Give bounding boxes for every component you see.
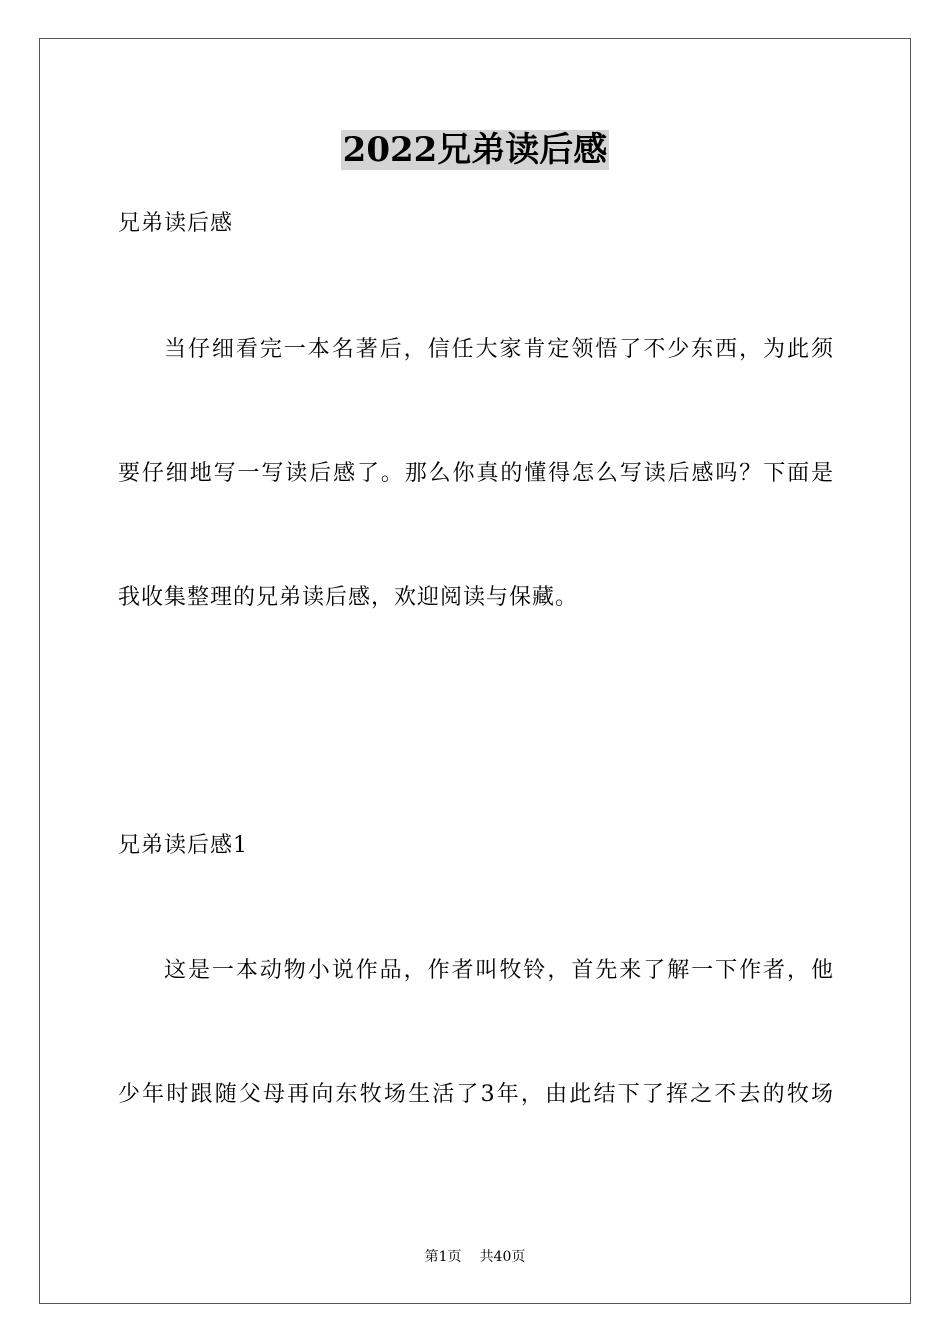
section-heading: 兄弟读后感1: [118, 833, 248, 858]
document-title-text: 2022兄弟读后感: [342, 130, 608, 170]
paragraph-line: 我收集整理的兄弟读后感，欢迎阅读与保藏。: [118, 585, 579, 610]
page-total: 共40页: [479, 1249, 526, 1265]
subtitle: 兄弟读后感: [118, 211, 234, 236]
paragraph-line: 要仔细地写一写读后感了。那么你真的懂得怎么写读后感吗？下面是: [118, 461, 834, 486]
document-title: [0, 128, 950, 172]
paragraph-line: 少年时跟随父母再向东牧场生活了3年，由此结下了挥之不去的牧场: [118, 1082, 834, 1107]
paragraph-line: 这是一本动物小说作品，作者叫牧铃，首先来了解一下作者，他: [164, 958, 834, 983]
page-footer: [0, 1247, 950, 1267]
paragraph-line: 当仔细看完一本名著后，信任大家肯定领悟了不少东西，为此须: [164, 337, 834, 362]
page-number: 第1页: [424, 1249, 462, 1265]
